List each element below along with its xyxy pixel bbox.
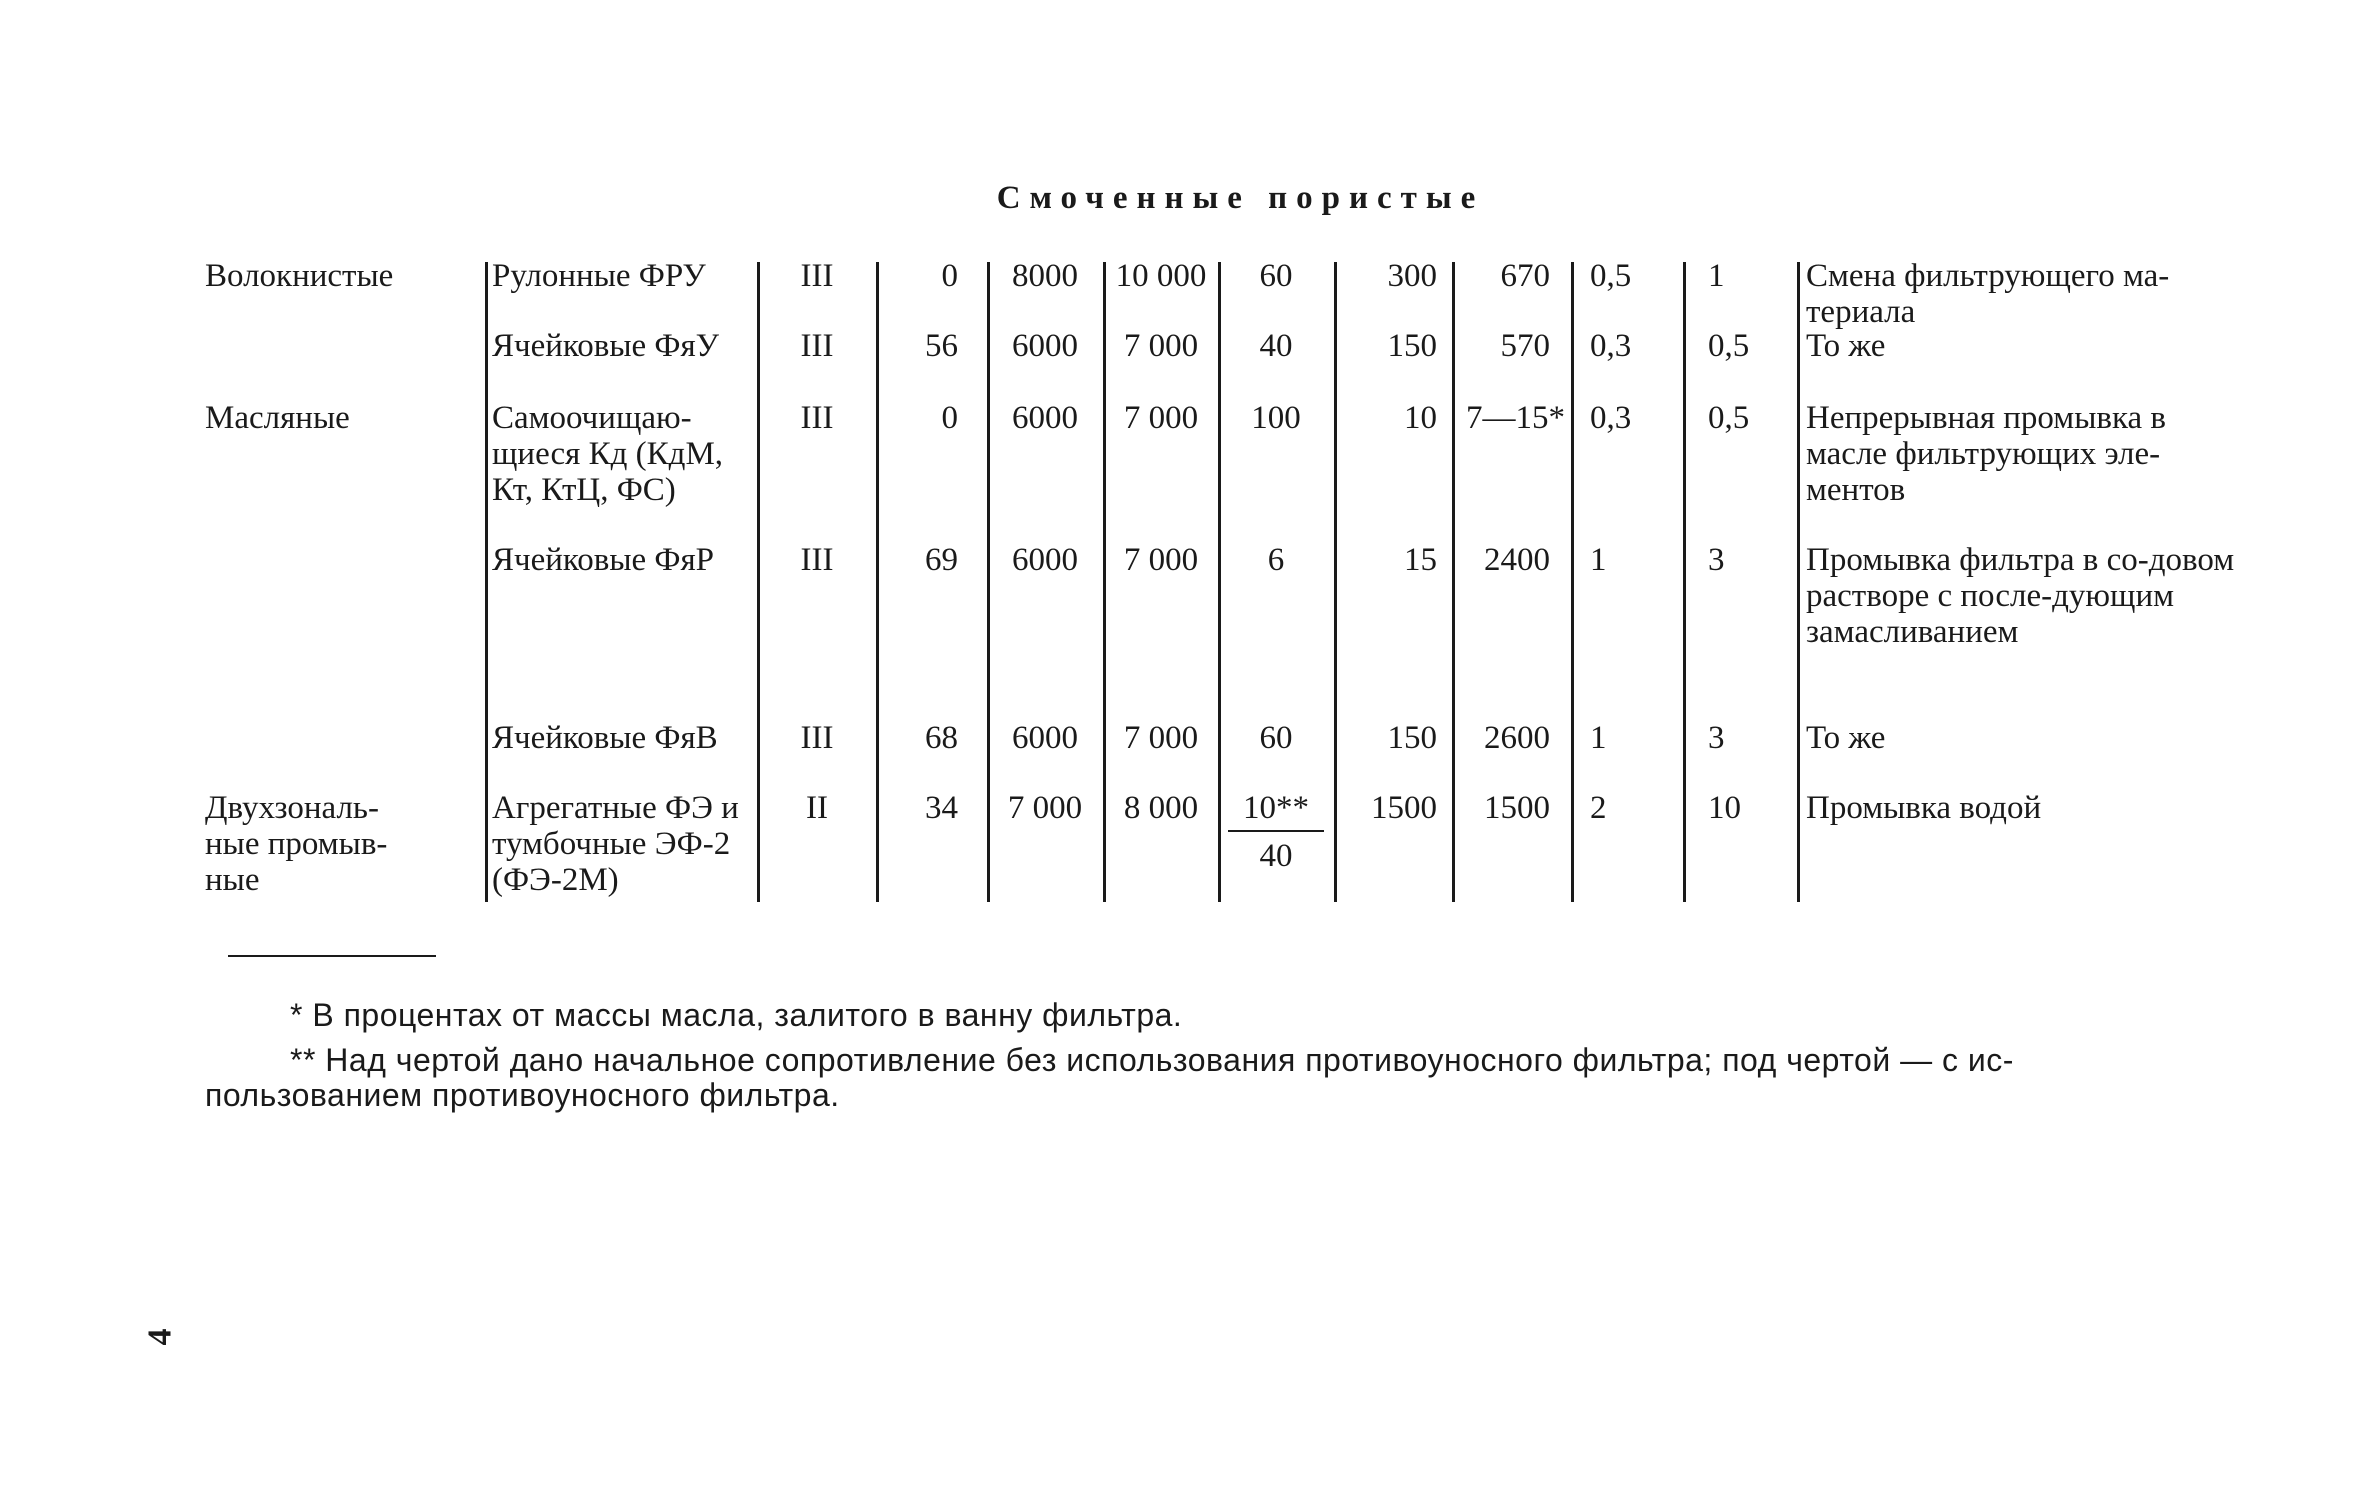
footnote-2-line-2: пользованием противоуносного фильтра. (205, 1077, 840, 1113)
group-label: Волокнистые (205, 258, 394, 294)
table-cell: 0 (941, 400, 958, 436)
regeneration-method: То же (1806, 720, 1886, 756)
column-rule (876, 262, 879, 902)
table-cell-numerator: 10** (1243, 790, 1309, 826)
column-rule (485, 262, 488, 902)
regeneration-method: Смена фильтрующего ма-териала (1806, 258, 2170, 330)
page-number: 4 (141, 1328, 179, 1346)
table-cell: 150 (1387, 328, 1437, 364)
table-cell: 7 000 (1007, 790, 1083, 826)
table-cell: 6000 (1012, 542, 1078, 578)
efficiency-class: III (800, 400, 834, 436)
table-cell: 10 (1404, 400, 1437, 436)
footnote-divider (228, 955, 436, 957)
regeneration-method: То же (1806, 328, 1886, 364)
table-cell: 0,5 (1590, 258, 1632, 294)
table-cell: 0,5 (1708, 328, 1750, 364)
table-cell: 0 (941, 258, 958, 294)
filter-type: Ячейковые ФяР (492, 542, 715, 578)
table-cell: 7 000 (1123, 328, 1199, 364)
table-cell: 10 (1708, 790, 1741, 826)
filter-type: Ячейковые ФяУ (492, 328, 720, 364)
table-cell: 7 000 (1123, 720, 1199, 756)
table-cell: 1 (1590, 720, 1607, 756)
table-cell: 150 (1387, 720, 1437, 756)
footnote-2-line-1: ** Над чертой дано начальное сопротивление без использования противоуносного фильтра; под чертой — с ис- (290, 1042, 2014, 1078)
column-rule (1797, 262, 1800, 902)
table-cell-denominator: 40 (1259, 838, 1293, 874)
table-cell: 2600 (1484, 720, 1550, 756)
table-cell: 6 (1267, 542, 1285, 578)
table-cell: 1 (1708, 258, 1725, 294)
fraction-bar (1228, 830, 1324, 832)
efficiency-class: III (800, 720, 834, 756)
table-cell: 7 000 (1123, 542, 1199, 578)
table-cell: 2 (1590, 790, 1607, 826)
section-title: Смоченные пористые (996, 180, 1485, 216)
table-cell: 1500 (1371, 790, 1437, 826)
table-cell: 100 (1251, 400, 1301, 436)
table-cell: 6000 (1012, 720, 1078, 756)
regeneration-method: Промывка водой (1806, 790, 2042, 826)
column-rule (1571, 262, 1574, 902)
table-cell: 40 (1259, 328, 1293, 364)
table-cell: 670 (1500, 258, 1550, 294)
table-cell: 69 (925, 542, 958, 578)
group-label: Масляные (205, 400, 350, 436)
efficiency-class: II (806, 790, 828, 826)
table-cell: 7—15* (1466, 400, 1565, 436)
table-cell: 1 (1590, 542, 1607, 578)
table-cell: 570 (1500, 328, 1550, 364)
efficiency-class: III (800, 328, 834, 364)
regeneration-method: Промывка фильтра в со-довом растворе с после-дующим замасливанием (1806, 542, 2235, 650)
table-cell: 60 (1259, 720, 1293, 756)
table-cell: 8000 (1012, 258, 1078, 294)
table-cell: 8 000 (1123, 790, 1199, 826)
table-cell: 10 000 (1115, 258, 1207, 294)
table-cell: 0,3 (1590, 328, 1632, 364)
filter-type: Агрегатные ФЭ и тумбочные ЭФ-2 (ФЭ-2М) (492, 790, 739, 898)
filter-type: Ячейковые ФяВ (492, 720, 718, 756)
table-cell: 3 (1708, 720, 1725, 756)
table-cell: 6000 (1012, 400, 1078, 436)
efficiency-class: III (800, 258, 834, 294)
table-cell: 34 (925, 790, 958, 826)
table-cell: 7 000 (1123, 400, 1199, 436)
regeneration-method: Непрерывная промывка в масле фильтрующих эле-ментов (1806, 400, 2166, 508)
efficiency-class: III (800, 542, 834, 578)
table-cell: 68 (925, 720, 958, 756)
table-cell: 1500 (1484, 790, 1550, 826)
column-rule (757, 262, 760, 902)
table-cell: 6000 (1012, 328, 1078, 364)
footnote-1: * В процентах от массы масла, залитого в ванну фильтра. (290, 997, 1183, 1033)
group-label: Двухзональ-ные промыв-ные (205, 790, 388, 898)
table-cell: 60 (1259, 258, 1293, 294)
table-cell: 300 (1387, 258, 1437, 294)
table-cell: 2400 (1484, 542, 1550, 578)
table-cell: 56 (925, 328, 958, 364)
filter-type: Рулонные ФРУ (492, 258, 706, 294)
table-cell: 3 (1708, 542, 1725, 578)
table-cell: 0,5 (1708, 400, 1750, 436)
filter-type: Самоочищаю-щиеся Кд (КдМ, Кт, КтЦ, ФС) (492, 400, 724, 508)
table-cell: 0,3 (1590, 400, 1632, 436)
column-rule (1683, 262, 1686, 902)
table-cell: 15 (1404, 542, 1437, 578)
